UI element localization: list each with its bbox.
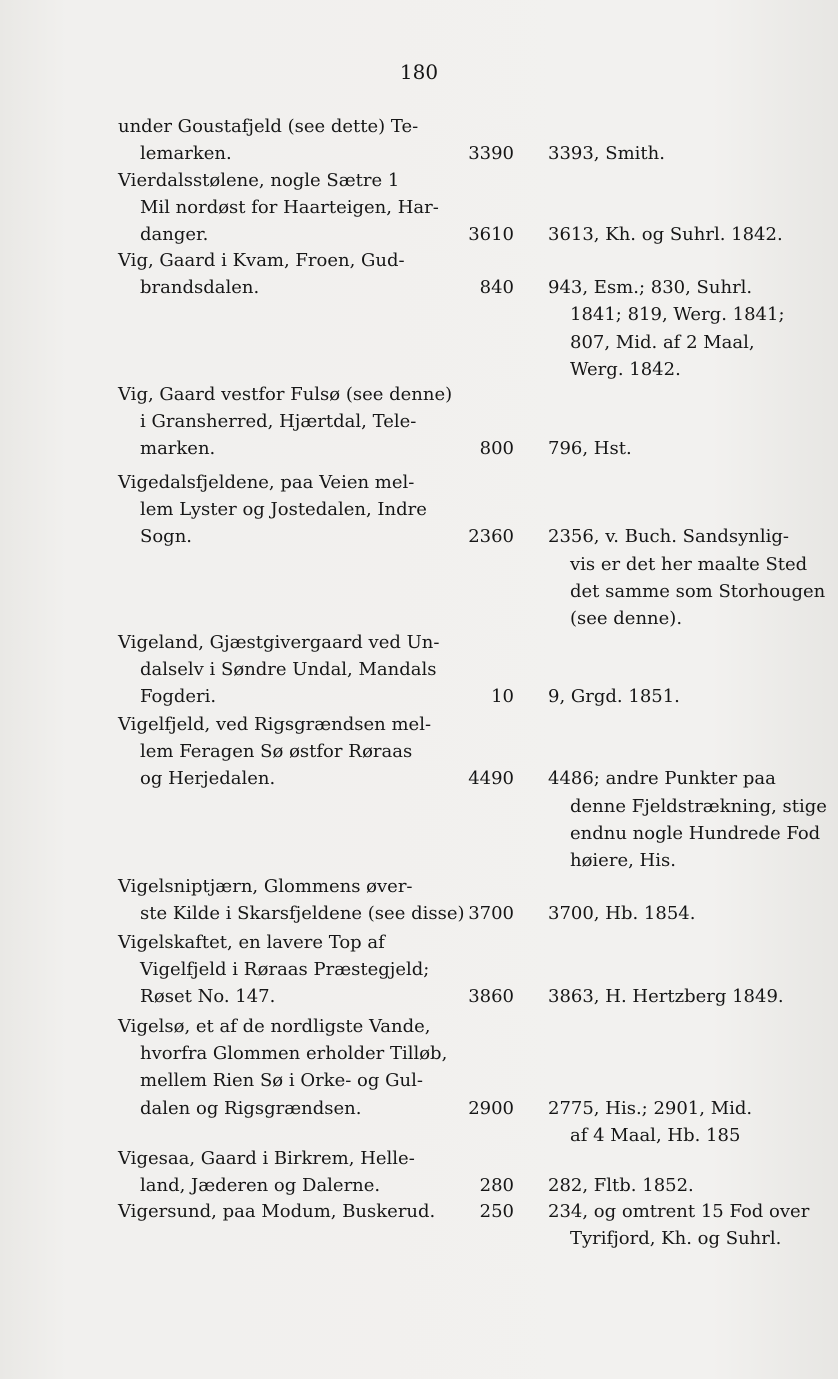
entry-name: Vig, Gaard i Kvam, Froen, Gud- bbox=[118, 250, 405, 271]
entry-line bbox=[0, 1013, 838, 1041]
page-number: 180 bbox=[399, 60, 439, 84]
entry-description: Røset No. 147. bbox=[140, 986, 276, 1008]
entry-name: Vigelsniptjærn, Glommens øver- bbox=[118, 876, 413, 897]
measurement-note: det samme som Storhougen bbox=[570, 580, 826, 602]
elevation-value: 2900 bbox=[468, 1097, 514, 1119]
entry-description: lem Feragen Sø østfor Røraas bbox=[140, 741, 413, 763]
measurement-note: 2356, v. Buch. Sandsynlig- bbox=[548, 526, 789, 548]
elevation-value: 840 bbox=[479, 277, 514, 299]
entry-line bbox=[0, 381, 838, 409]
entry-line bbox=[0, 847, 838, 875]
entry-line bbox=[0, 765, 838, 793]
entry-line bbox=[0, 329, 838, 357]
entry-line bbox=[0, 578, 838, 606]
elevation-value: 280 bbox=[479, 1175, 514, 1197]
entry-line bbox=[0, 873, 838, 901]
entry-name: under Goustafjeld (see dette) Te- bbox=[118, 116, 419, 137]
entry-description: mellem Rien Sø i Orke- og Gul- bbox=[140, 1070, 423, 1092]
entry-line bbox=[0, 356, 838, 384]
entry-description: Fogderi. bbox=[140, 686, 217, 708]
entry-description: i Gransherred, Hjærtdal, Tele- bbox=[140, 411, 417, 433]
entry-line bbox=[0, 629, 838, 657]
entry-line bbox=[0, 1198, 838, 1226]
measurement-note: 282, Fltb. 1852. bbox=[548, 1175, 694, 1197]
elevation-value: 3700 bbox=[468, 903, 514, 925]
entry-description: Mil nordøst for Haarteigen, Har- bbox=[140, 197, 439, 219]
elevation-value: 4490 bbox=[468, 768, 514, 790]
entry-description: Vigelfjeld i Røraas Præstegjeld; bbox=[140, 959, 430, 981]
measurement-note: 796, Hst. bbox=[548, 438, 632, 460]
entry-line bbox=[0, 1145, 838, 1173]
entry-name: Vierdalsstølene, nogle Sætre 1 bbox=[118, 170, 400, 191]
entry-name: Vigedalsfjeldene, paa Veien mel- bbox=[118, 472, 415, 493]
measurement-note: 807, Mid. af 2 Maal, bbox=[570, 331, 755, 353]
entry-description: lem Lyster og Jostedalen, Indre bbox=[140, 499, 427, 521]
measurement-note: Tyrifjord, Kh. og Suhrl. bbox=[570, 1228, 782, 1250]
entry-description: hvorfra Glommen erholder Tilløb, bbox=[140, 1043, 448, 1065]
entry-description: danger. bbox=[140, 224, 209, 246]
entry-name: Vigesaa, Gaard i Birkrem, Helle- bbox=[118, 1148, 415, 1169]
entry-line bbox=[0, 793, 838, 821]
elevation-value: 3860 bbox=[468, 986, 514, 1008]
entry-description: Sogn. bbox=[140, 526, 193, 548]
entry-line bbox=[0, 983, 838, 1011]
entry-name: Vigeland, Gjæstgivergaard ved Un- bbox=[118, 632, 440, 653]
measurement-note: 943, Esm.; 830, Suhrl. bbox=[548, 277, 753, 299]
entry-name: Vigelfjeld, ved Rigsgrændsen mel- bbox=[118, 714, 432, 735]
measurement-note: Werg. 1842. bbox=[570, 358, 681, 380]
entry-name: Vig, Gaard vestfor Fulsø (see denne) bbox=[118, 384, 453, 405]
measurement-note: 4486; andre Punkter paa bbox=[548, 768, 776, 790]
entry-line bbox=[0, 167, 838, 195]
elevation-value: 3610 bbox=[468, 224, 514, 246]
measurement-note: 3863, H. Hertzberg 1849. bbox=[548, 986, 784, 1008]
entry-line bbox=[0, 1095, 838, 1123]
entry-line bbox=[0, 929, 838, 957]
elevation-value: 800 bbox=[479, 438, 514, 460]
measurement-note: endnu nogle Hundrede Fod bbox=[570, 822, 821, 844]
measurement-note: 1841; 819, Werg. 1841; bbox=[570, 304, 785, 326]
measurement-note: 3613, Kh. og Suhrl. 1842. bbox=[548, 224, 783, 246]
entry-line bbox=[0, 221, 838, 249]
entry-description: land, Jæderen og Dalerne. bbox=[140, 1175, 381, 1197]
entry-description: ste Kilde i Skarsfjeldene (see disse) bbox=[140, 903, 465, 925]
measurement-note: 234, og omtrent 15 Fod over bbox=[548, 1201, 810, 1222]
entry-line bbox=[0, 711, 838, 739]
entry-line bbox=[0, 683, 838, 711]
entry-line bbox=[0, 820, 838, 848]
entry-line bbox=[0, 1040, 838, 1068]
measurement-note: af 4 Maal, Hb. 185 bbox=[570, 1124, 741, 1146]
entry-line bbox=[0, 900, 838, 928]
entry-name: Vigelskaftet, en lavere Top af bbox=[118, 932, 385, 953]
entry-line bbox=[0, 435, 838, 463]
entry-line bbox=[0, 1067, 838, 1095]
entry-line bbox=[0, 496, 838, 524]
entry-line bbox=[0, 274, 838, 302]
measurement-note: 9, Grgd. 1851. bbox=[548, 686, 680, 708]
entry-line bbox=[0, 656, 838, 684]
elevation-value: 10 bbox=[491, 686, 514, 708]
measurement-note: 3700, Hb. 1854. bbox=[548, 903, 696, 925]
entry-description: brandsdalen. bbox=[140, 277, 260, 299]
entry-line bbox=[0, 1172, 838, 1200]
entry-line bbox=[0, 140, 838, 168]
entry-description: og Herjedalen. bbox=[140, 768, 276, 790]
elevation-value: 2360 bbox=[468, 526, 514, 548]
entry-name: Vigelsø, et af de nordligste Vande, bbox=[118, 1016, 431, 1037]
measurement-note: 3393, Smith. bbox=[548, 143, 665, 165]
entry-line bbox=[0, 301, 838, 329]
measurement-note: (see denne). bbox=[570, 608, 683, 629]
entry-line bbox=[0, 194, 838, 222]
measurement-note: vis er det her maalte Sted bbox=[570, 553, 808, 575]
entry-description: lemarken. bbox=[140, 143, 232, 165]
entry-description: marken. bbox=[140, 438, 216, 460]
measurement-note: 2775, His.; 2901, Mid. bbox=[548, 1097, 753, 1119]
entry-line bbox=[0, 408, 838, 436]
entry-line bbox=[0, 113, 838, 141]
entry-line bbox=[0, 551, 838, 579]
entry-line bbox=[0, 469, 838, 497]
entry-line bbox=[0, 738, 838, 766]
entry-line bbox=[0, 956, 838, 984]
elevation-value: 3390 bbox=[468, 143, 514, 165]
entry-line bbox=[0, 1225, 838, 1253]
measurement-note: denne Fjeldstrækning, stige bbox=[570, 795, 827, 817]
entry-description: dalselv i Søndre Undal, Mandals bbox=[140, 659, 437, 681]
entry-line bbox=[0, 523, 838, 551]
elevation-value: 250 bbox=[479, 1201, 514, 1222]
measurement-note: høiere, His. bbox=[570, 850, 676, 871]
entry-name: Vigersund, paa Modum, Buskerud. bbox=[118, 1201, 436, 1222]
entry-description: dalen og Rigsgrændsen. bbox=[140, 1097, 362, 1119]
entry-line bbox=[0, 247, 838, 275]
